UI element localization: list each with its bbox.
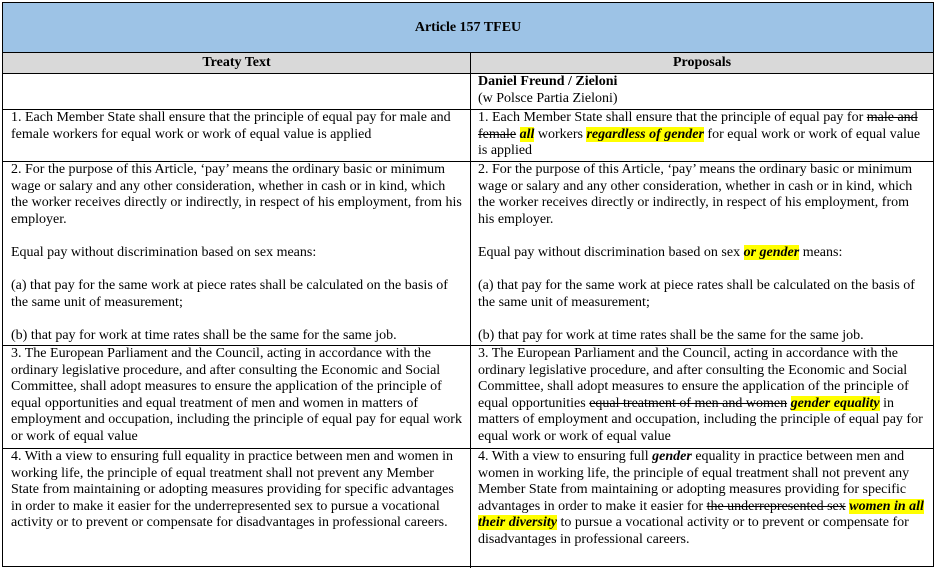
author-cell <box>471 74 933 109</box>
proposal-cell-1 <box>471 110 933 161</box>
treaty-paragraph-4: 4. With a view to ensuring full equality in practice between men and women in working life, the principle of equal treatment shall not prevent any Member State from maintaining or adopting measures providing for specific advantages in order to make it easier for the underrepresented sex to pursue a vocational activity or to prevent or compensate for disadvantages in professional careers. <box>11 449 454 530</box>
inserted-text: regardless of gender <box>586 126 704 142</box>
empty-cell <box>3 74 471 109</box>
table-title: Article 157 TFEU <box>414 20 522 35</box>
treaty-paragraph-2d: (b) that pay for work at time rates shall be the same for the same job. <box>11 328 397 343</box>
treaty-cell-1 <box>3 110 471 161</box>
treaty-paragraph-2b: Equal pay without discrimination based on sex means: <box>11 244 317 260</box>
treaty-paragraph-3: 3. The European Parliament and the Council, acting in accordance with the ordinary legislative procedure, and after consulting the Economic and Social Committee, shall adopt measures to ensure the application of the principle of equal opportunities and equal treatment of men and women in matters of employment and occupation, including the principle of equal pay for equal work or work of equal value <box>11 346 462 444</box>
inserted-text: gender equality <box>790 395 880 411</box>
proposal-paragraph-2c: (a) that pay for the same work at piece rates shall be calculated on the basis of the same unit of measurement; <box>478 278 915 310</box>
author-name: Daniel Freund / Zieloni <box>478 74 618 89</box>
proposal-paragraph-3: 3. The European Parliament and the Council, acting in accordance with the ordinary legislative procedure, and after consulting the Economic and Social Committee, shall adopt measures to ensure the application of the principle of equal opportunities equal treatment of men and women gender equality in matters of employment and occupation, including the principle of equal pay for equal work or work of equal value <box>478 346 923 444</box>
proposal-cell-2 <box>471 162 933 345</box>
column-header-treaty: Treaty Text <box>3 53 471 73</box>
author-note: (w Polsce Partia Zieloni) <box>478 90 618 106</box>
paragraph-row-4 <box>3 449 933 568</box>
comparison-table <box>2 2 934 567</box>
column-header-proposals: Proposals <box>672 55 732 70</box>
proposal-paragraph-2b: Equal pay without discrimination based on sex or gender means: <box>478 244 843 260</box>
treaty-cell-2 <box>3 162 471 345</box>
title-row <box>3 3 933 53</box>
header-row <box>3 53 933 74</box>
treaty-cell-3 <box>3 346 471 448</box>
treaty-paragraph-2a: 2. For the purpose of this Article, ‘pay’ means the ordinary basic or minimum wage or salary and any other consideration, whether in cash or in kind, which the worker receives directly or indirectly, in respect of his employment, from his employer. <box>11 162 462 227</box>
deleted-text: the underrepresented sex <box>706 498 846 514</box>
inserted-text: gender <box>652 449 692 464</box>
proposal-cell-4 <box>471 449 933 568</box>
proposal-cell-3 <box>471 346 933 448</box>
author-row <box>3 74 933 110</box>
paragraph-row-1 <box>3 110 933 162</box>
paragraph-row-3 <box>3 346 933 449</box>
treaty-paragraph-2c: (a) that pay for the same work at piece rates shall be calculated on the basis of the same unit of measurement; <box>11 278 448 310</box>
treaty-paragraph-1: 1. Each Member State shall ensure that the principle of equal pay for male and female workers for equal work or work of equal value is applied <box>11 110 451 142</box>
proposal-paragraph-1: 1. Each Member State shall ensure that the principle of equal pay for male and female all workers regardless of gender for equal work or work of equal value is applied <box>478 110 921 158</box>
inserted-text: women in all their diversity <box>478 498 924 530</box>
proposal-paragraph-4: 4. With a view to ensuring full gender equality in practice between men and women in working life, the principle of equal treatment shall not prevent any Member State from maintaining or adopting measures providing for specific advantages in order to make it easier for the underrepresented sex women in all their diversity to pursue a vocational activity or to prevent or compensate for disadvantages in professional careers. <box>478 449 924 547</box>
paragraph-row-2 <box>3 162 933 346</box>
treaty-cell-4 <box>3 449 471 568</box>
proposal-paragraph-2a: 2. For the purpose of this Article, ‘pay’ means the ordinary basic or minimum wage or salary and any other consideration, whether in cash or in kind, which the worker receives directly or indirectly, in respect of his employment, from his employer. <box>478 162 913 227</box>
inserted-text: all <box>519 126 535 142</box>
deleted-text: male and female <box>478 110 918 142</box>
proposal-paragraph-2d: (b) that pay for work at time rates shall be the same for the same job. <box>478 328 864 343</box>
deleted-text: equal treatment of men and women <box>589 395 788 411</box>
inserted-text: or gender <box>743 244 800 260</box>
